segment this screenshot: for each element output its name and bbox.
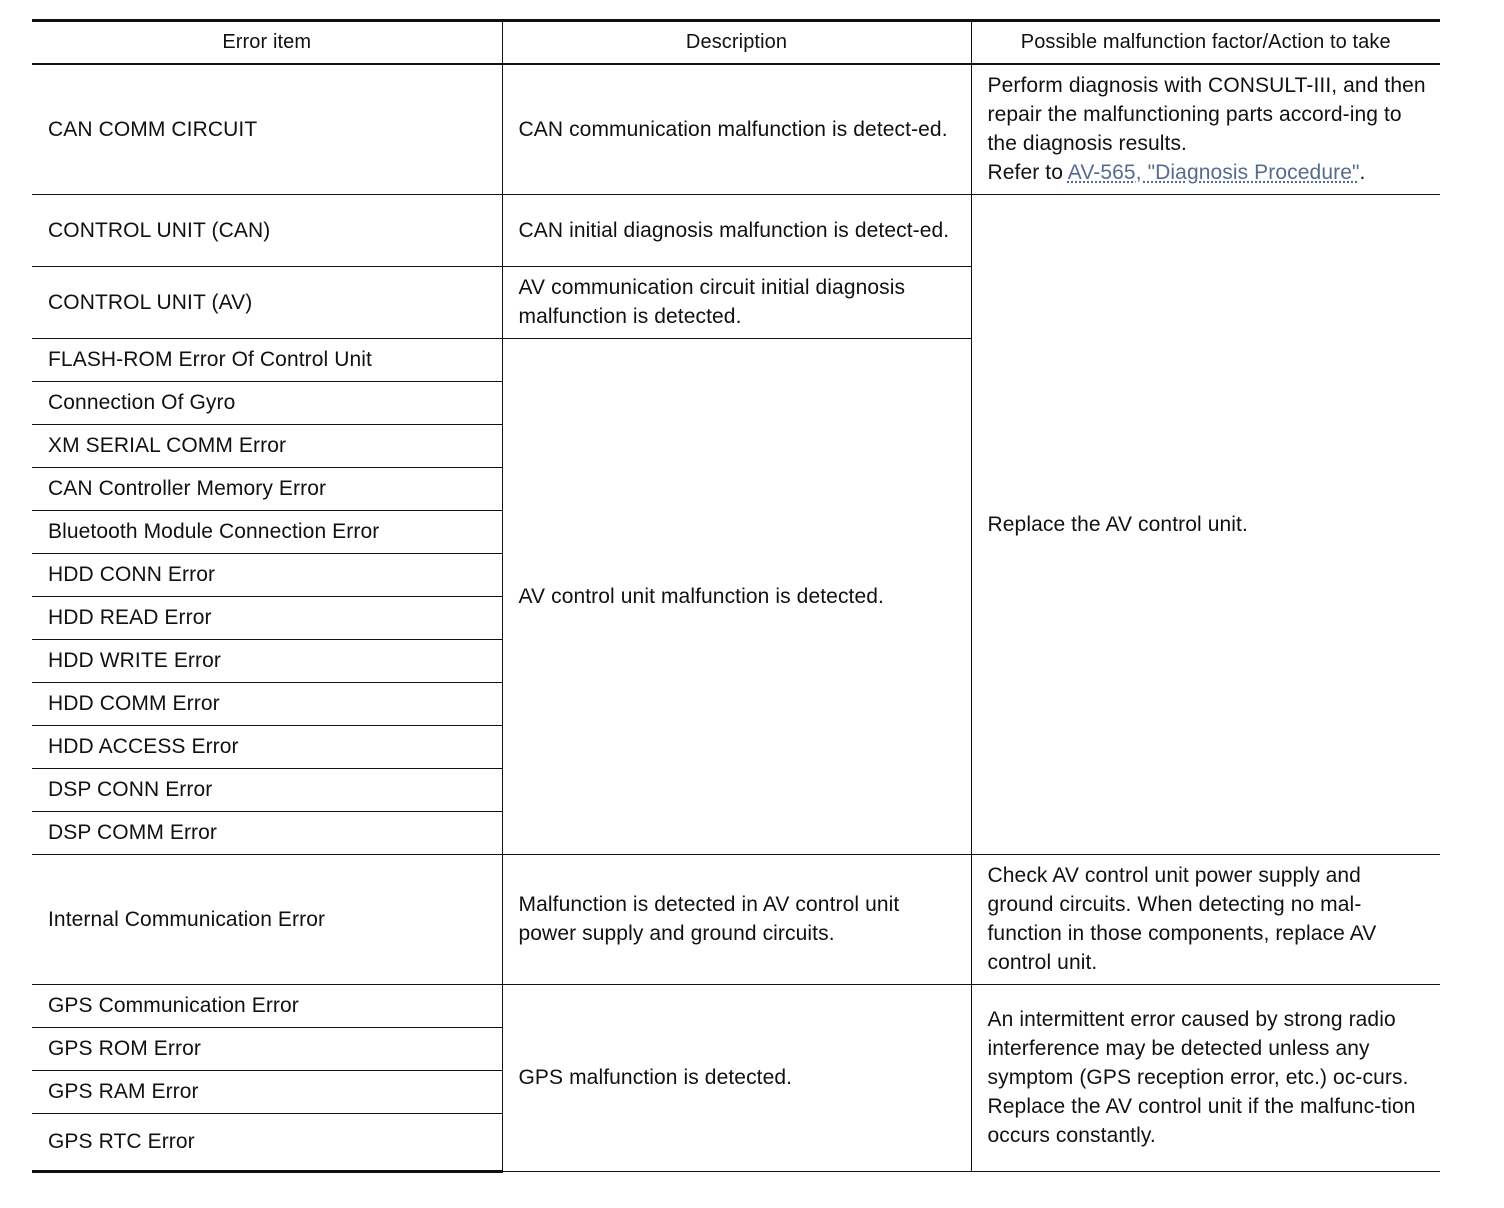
error-item-cell: CAN COMM CIRCUIT xyxy=(32,64,502,194)
error-item-cell: DSP COMM Error xyxy=(32,811,502,854)
error-item-cell: Bluetooth Module Connection Error xyxy=(32,510,502,553)
description-cell: Malfunction is detected in AV control unit power supply and ground circuits. xyxy=(502,854,971,984)
description-cell: CAN initial diagnosis malfunction is detect-ed. xyxy=(502,194,971,266)
gps-description-cell: GPS malfunction is detected. xyxy=(502,984,971,1171)
table-row xyxy=(32,64,1440,194)
error-item-table xyxy=(32,19,1440,1173)
error-item-cell: GPS RTC Error xyxy=(32,1113,502,1171)
error-item-cell: CONTROL UNIT (CAN) xyxy=(32,194,502,266)
error-item-cell: HDD ACCESS Error xyxy=(32,725,502,768)
refer-suffix: . xyxy=(1359,161,1366,185)
table-row xyxy=(32,984,1440,1027)
table-header-row xyxy=(32,21,1440,65)
refer-prefix: Refer to xyxy=(987,161,1068,185)
header-error-item: Error item xyxy=(32,21,502,65)
action-cell xyxy=(971,64,1440,194)
description-cell: AV communication circuit initial diagnosis malfunction is detected. xyxy=(502,266,971,338)
error-item-cell: DSP CONN Error xyxy=(32,768,502,811)
error-item-cell: GPS RAM Error xyxy=(32,1070,502,1113)
error-item-cell: CAN Controller Memory Error xyxy=(32,467,502,510)
header-description: Description xyxy=(502,21,971,65)
error-item-cell: HDD CONN Error xyxy=(32,553,502,596)
error-item-cell: FLASH-ROM Error Of Control Unit xyxy=(32,338,502,381)
table-row xyxy=(32,854,1440,984)
error-item-cell: HDD WRITE Error xyxy=(32,639,502,682)
diagnosis-procedure-link[interactable]: AV-565, "Diagnosis Procedure" xyxy=(1067,161,1360,185)
error-item-cell: GPS ROM Error xyxy=(32,1027,502,1070)
error-item-cell: CONTROL UNIT (AV) xyxy=(32,266,502,338)
error-item-cell: Internal Communication Error xyxy=(32,854,502,984)
action-text: Perform diagnosis with CONSULT-III, and then repair the malfunctioning parts accord-ing to the diagnosis results. xyxy=(987,74,1426,156)
action-cell: Check AV control unit power supply and ground circuits. When detecting no mal-function in those components, replace AV control unit. xyxy=(971,854,1440,984)
replace-action-cell: Replace the AV control unit. xyxy=(971,194,1440,854)
av-description-cell: AV control unit malfunction is detected. xyxy=(502,338,971,854)
error-item-cell: HDD COMM Error xyxy=(32,682,502,725)
error-item-cell: GPS Communication Error xyxy=(32,984,502,1027)
error-item-cell: HDD READ Error xyxy=(32,596,502,639)
gps-action-cell: An intermittent error caused by strong radio interference may be detected unless any symptom (GPS reception error, etc.) oc-curs. Replace the AV control unit if the malfunc-tion occurs constantly. xyxy=(971,984,1440,1171)
table-row xyxy=(32,194,1440,266)
header-action: Possible malfunction factor/Action to take xyxy=(971,21,1440,65)
error-item-cell: XM SERIAL COMM Error xyxy=(32,424,502,467)
description-cell: CAN communication malfunction is detect-ed. xyxy=(502,64,971,194)
error-item-cell: Connection Of Gyro xyxy=(32,381,502,424)
